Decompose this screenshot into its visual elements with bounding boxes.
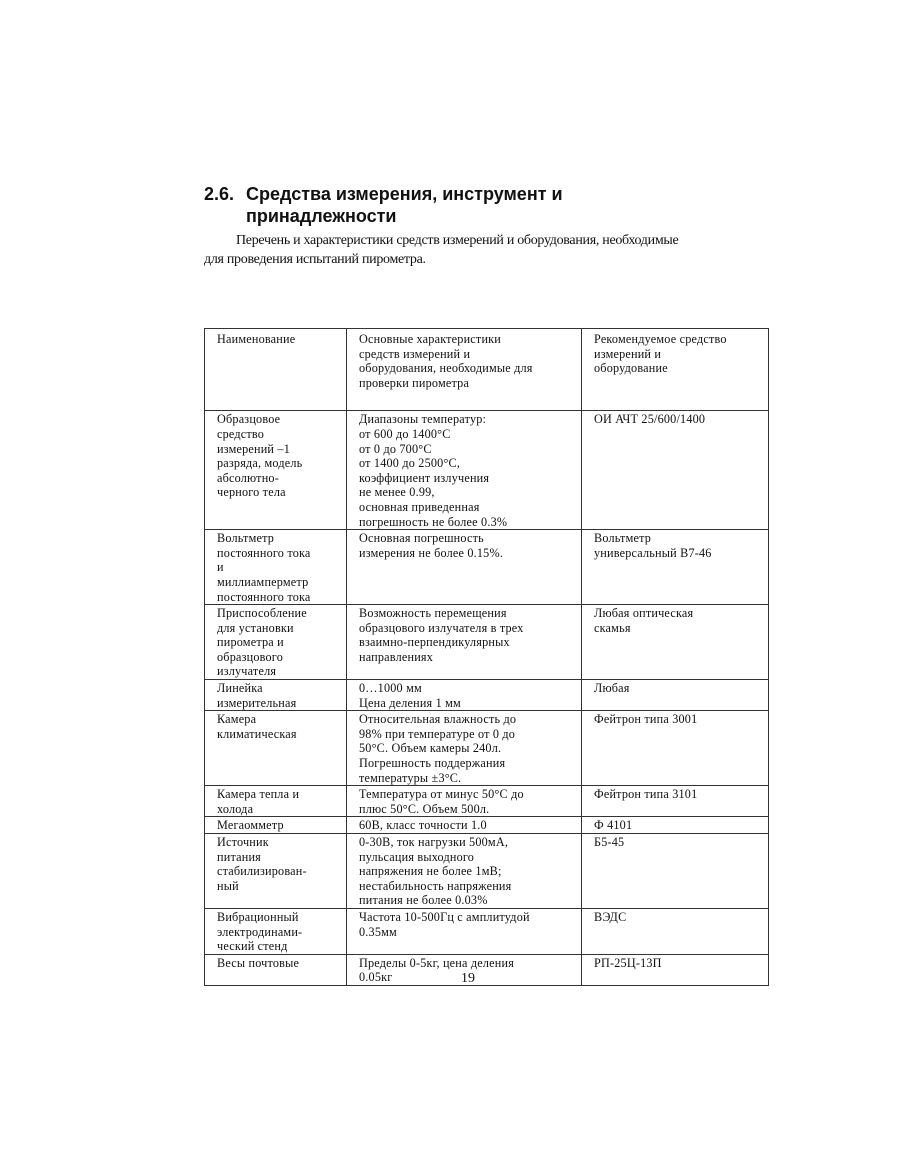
table-cell-name: [205, 530, 347, 605]
cell-text-line: Камера: [217, 712, 257, 727]
table-cell-name: [205, 411, 347, 530]
cell-text-line: питания: [217, 849, 261, 864]
section-number: 2.6.: [204, 184, 235, 204]
table-cell-spec: [347, 786, 582, 817]
table-row: [205, 411, 769, 530]
cell-text-line: и: [217, 560, 224, 575]
cell-text-line: 0.35мм: [359, 924, 397, 939]
cell-text-line: холода: [217, 801, 254, 816]
table-row: [205, 530, 769, 605]
cell-text-line: Основные характеристики: [359, 332, 502, 346]
cell-text-line: измерений –1: [217, 441, 290, 456]
cell-text-line: климатическая: [217, 726, 297, 741]
intro-line-1-text: Перечень и характеристики средств измерений и оборудования, необходимые: [236, 233, 679, 248]
cell-text-line: Любая оптическая: [594, 606, 694, 621]
table-row: [205, 834, 769, 909]
table-header-cell: [582, 329, 769, 411]
table-header-row: [205, 329, 769, 411]
cell-text-line: напряжения не более 1мВ;: [359, 864, 502, 879]
cell-text-line: скамья: [594, 620, 631, 635]
table-cell-name: [205, 834, 347, 909]
cell-text-line: 50°С. Объем камеры 240л.: [359, 741, 502, 756]
cell-text-line: 0.05кг: [359, 970, 393, 985]
table-cell-rec: [582, 411, 769, 530]
table-cell-name: [205, 711, 347, 786]
table-cell-name: [205, 786, 347, 817]
table-cell-spec: [347, 908, 582, 954]
cell-text-line: Вибрационный: [217, 909, 299, 924]
cell-text-line: излучателя: [217, 664, 277, 679]
intro-paragraph: [204, 231, 720, 269]
cell-text-line: Пределы 0-5кг, цена деления: [359, 955, 515, 970]
cell-text-line: погрешность не более 0.3%: [359, 514, 508, 529]
table-cell-rec: [582, 605, 769, 680]
cell-text-line: питания не более 0.03%: [359, 893, 488, 908]
cell-text-line: от 1400 до 2500°С,: [359, 456, 461, 471]
cell-text-line: от 600 до 1400°С: [359, 426, 451, 441]
cell-text-line: 60В, класс точности 1.0: [359, 818, 487, 833]
page-number: 19: [461, 971, 475, 986]
intro-line-1: [204, 231, 720, 250]
cell-text-line: Цена деления 1 мм: [359, 695, 461, 710]
table-cell-spec: [347, 680, 582, 711]
cell-text-line: проверки пирометра: [359, 375, 470, 390]
table-cell-rec: [582, 817, 769, 834]
cell-text-line: Основная погрешность: [359, 531, 484, 546]
table-cell-rec: [582, 530, 769, 605]
cell-text-line: Рекомендуемое средство: [594, 332, 727, 346]
cell-text-line: Линейка: [217, 681, 263, 696]
cell-text-line: Б5-45: [594, 835, 625, 849]
table-cell-spec: [347, 411, 582, 530]
cell-text-line: Температура от минус 50°С до: [359, 787, 524, 802]
table-row: [205, 680, 769, 711]
cell-text-line: универсальный В7-46: [594, 545, 712, 560]
cell-text-line: средство: [217, 426, 265, 441]
cell-text-line: для установки: [217, 620, 294, 635]
table-row: [205, 711, 769, 786]
table-header-cell: [347, 329, 582, 411]
cell-text-line: Относительная влажность до: [359, 712, 517, 727]
cell-text-line: Приспособление: [217, 606, 307, 621]
table-cell-spec: [347, 834, 582, 909]
cell-text-line: измерения не более 0.15%.: [359, 545, 504, 560]
table-row: [205, 605, 769, 680]
cell-text-line: образцового излучателя в трех: [359, 620, 524, 635]
intro-line-2: для проведения испытаний пирометра.: [204, 252, 426, 267]
cell-text-line: постоянного тока: [217, 545, 311, 560]
cell-text-line: Камера тепла и: [217, 787, 300, 802]
cell-text-line: черного тела: [217, 485, 286, 500]
cell-text-line: образцового: [217, 649, 283, 664]
section-heading: [204, 183, 764, 227]
cell-text-line: основная приведенная: [359, 499, 480, 514]
cell-text-line: Источник: [217, 835, 269, 849]
cell-text-line: направлениях: [359, 649, 434, 664]
cell-text-line: от 0 до 700°С: [359, 441, 432, 456]
table-cell-rec: [582, 786, 769, 817]
table-cell-name: [205, 680, 347, 711]
cell-text-line: миллиамперметр: [217, 574, 309, 589]
cell-text-line: Наименование: [217, 332, 296, 346]
cell-text-line: средств измерений и: [359, 346, 471, 361]
cell-text-line: Фейтрон типа 3001: [594, 712, 698, 727]
cell-text-line: 0…1000 мм: [359, 681, 422, 696]
table-cell-spec: [347, 605, 582, 680]
table-cell-spec: [347, 711, 582, 786]
table-cell-rec: [582, 680, 769, 711]
cell-text-line: Диапазоны температур:: [359, 412, 487, 427]
cell-text-line: оборудование: [594, 361, 668, 376]
table-cell-spec: [347, 530, 582, 605]
cell-text-line: Ф 4101: [594, 818, 633, 833]
table-cell-spec: [347, 817, 582, 834]
cell-text-line: Фейтрон типа 3101: [594, 787, 698, 802]
cell-text-line: Вольтметр: [594, 531, 652, 546]
section-title-line-1: [204, 183, 764, 205]
table-row: [205, 817, 769, 834]
cell-text-line: пирометра и: [217, 635, 284, 650]
equipment-table: [204, 328, 769, 986]
cell-text-line: взаимно-перпендикулярных: [359, 635, 510, 650]
section-title-line-2: принадлежности: [246, 206, 397, 226]
cell-text-line: ческий стенд: [217, 939, 288, 954]
equipment-table-body: [205, 329, 769, 986]
cell-text-line: измерений и: [594, 346, 662, 361]
table-cell-name: [205, 605, 347, 680]
cell-text-line: плюс 50°С. Объем 500л.: [359, 801, 490, 816]
cell-text-line: 98% при температуре от 0 до: [359, 726, 516, 741]
table-cell-rec: [582, 834, 769, 909]
cell-text-line: Вольтметр: [217, 531, 275, 546]
table-row: [205, 786, 769, 817]
table-header-cell: [205, 329, 347, 411]
cell-text-line: ВЭДС: [594, 909, 627, 924]
cell-text-line: коэффициент излучения: [359, 470, 490, 485]
cell-text-line: Погрешность поддержания: [359, 756, 506, 771]
table-cell-name: [205, 908, 347, 954]
section-title-text: Средства измерения, инструмент и: [246, 184, 563, 204]
cell-text-line: оборудования, необходимые для: [359, 361, 533, 376]
cell-text-line: ОИ АЧТ 25/600/1400: [594, 412, 706, 427]
cell-text-line: нестабильность напряжения: [359, 878, 512, 893]
cell-text-line: не менее 0.99,: [359, 485, 435, 500]
cell-text-line: стабилизирован-: [217, 864, 307, 879]
cell-text-line: разряда, модель: [217, 456, 303, 471]
cell-text-line: РП-25Ц-13П: [594, 955, 662, 970]
table-cell-name: [205, 817, 347, 834]
table-row: [205, 908, 769, 954]
cell-text-line: Мегаомметр: [217, 818, 284, 833]
table-cell-rec: [582, 711, 769, 786]
cell-text-line: постоянного тока: [217, 589, 311, 604]
cell-text-line: 0-30В, ток нагрузки 500мА,: [359, 835, 509, 849]
cell-text-line: Любая: [594, 681, 630, 696]
cell-text-line: температуры ±3°С.: [359, 770, 462, 785]
table-cell-rec: [582, 908, 769, 954]
cell-text-line: Частота 10-500Гц с амплитудой: [359, 909, 530, 924]
cell-text-line: измерительная: [217, 695, 297, 710]
cell-text-line: Возможность перемещения: [359, 606, 507, 621]
cell-text-line: Весы почтовые: [217, 955, 300, 970]
cell-text-line: Образцовое: [217, 412, 281, 427]
cell-text-line: абсолютно-: [217, 470, 279, 485]
cell-text-line: электродинами-: [217, 924, 303, 939]
cell-text-line: пульсация выходного: [359, 849, 475, 864]
cell-text-line: ный: [217, 878, 239, 893]
